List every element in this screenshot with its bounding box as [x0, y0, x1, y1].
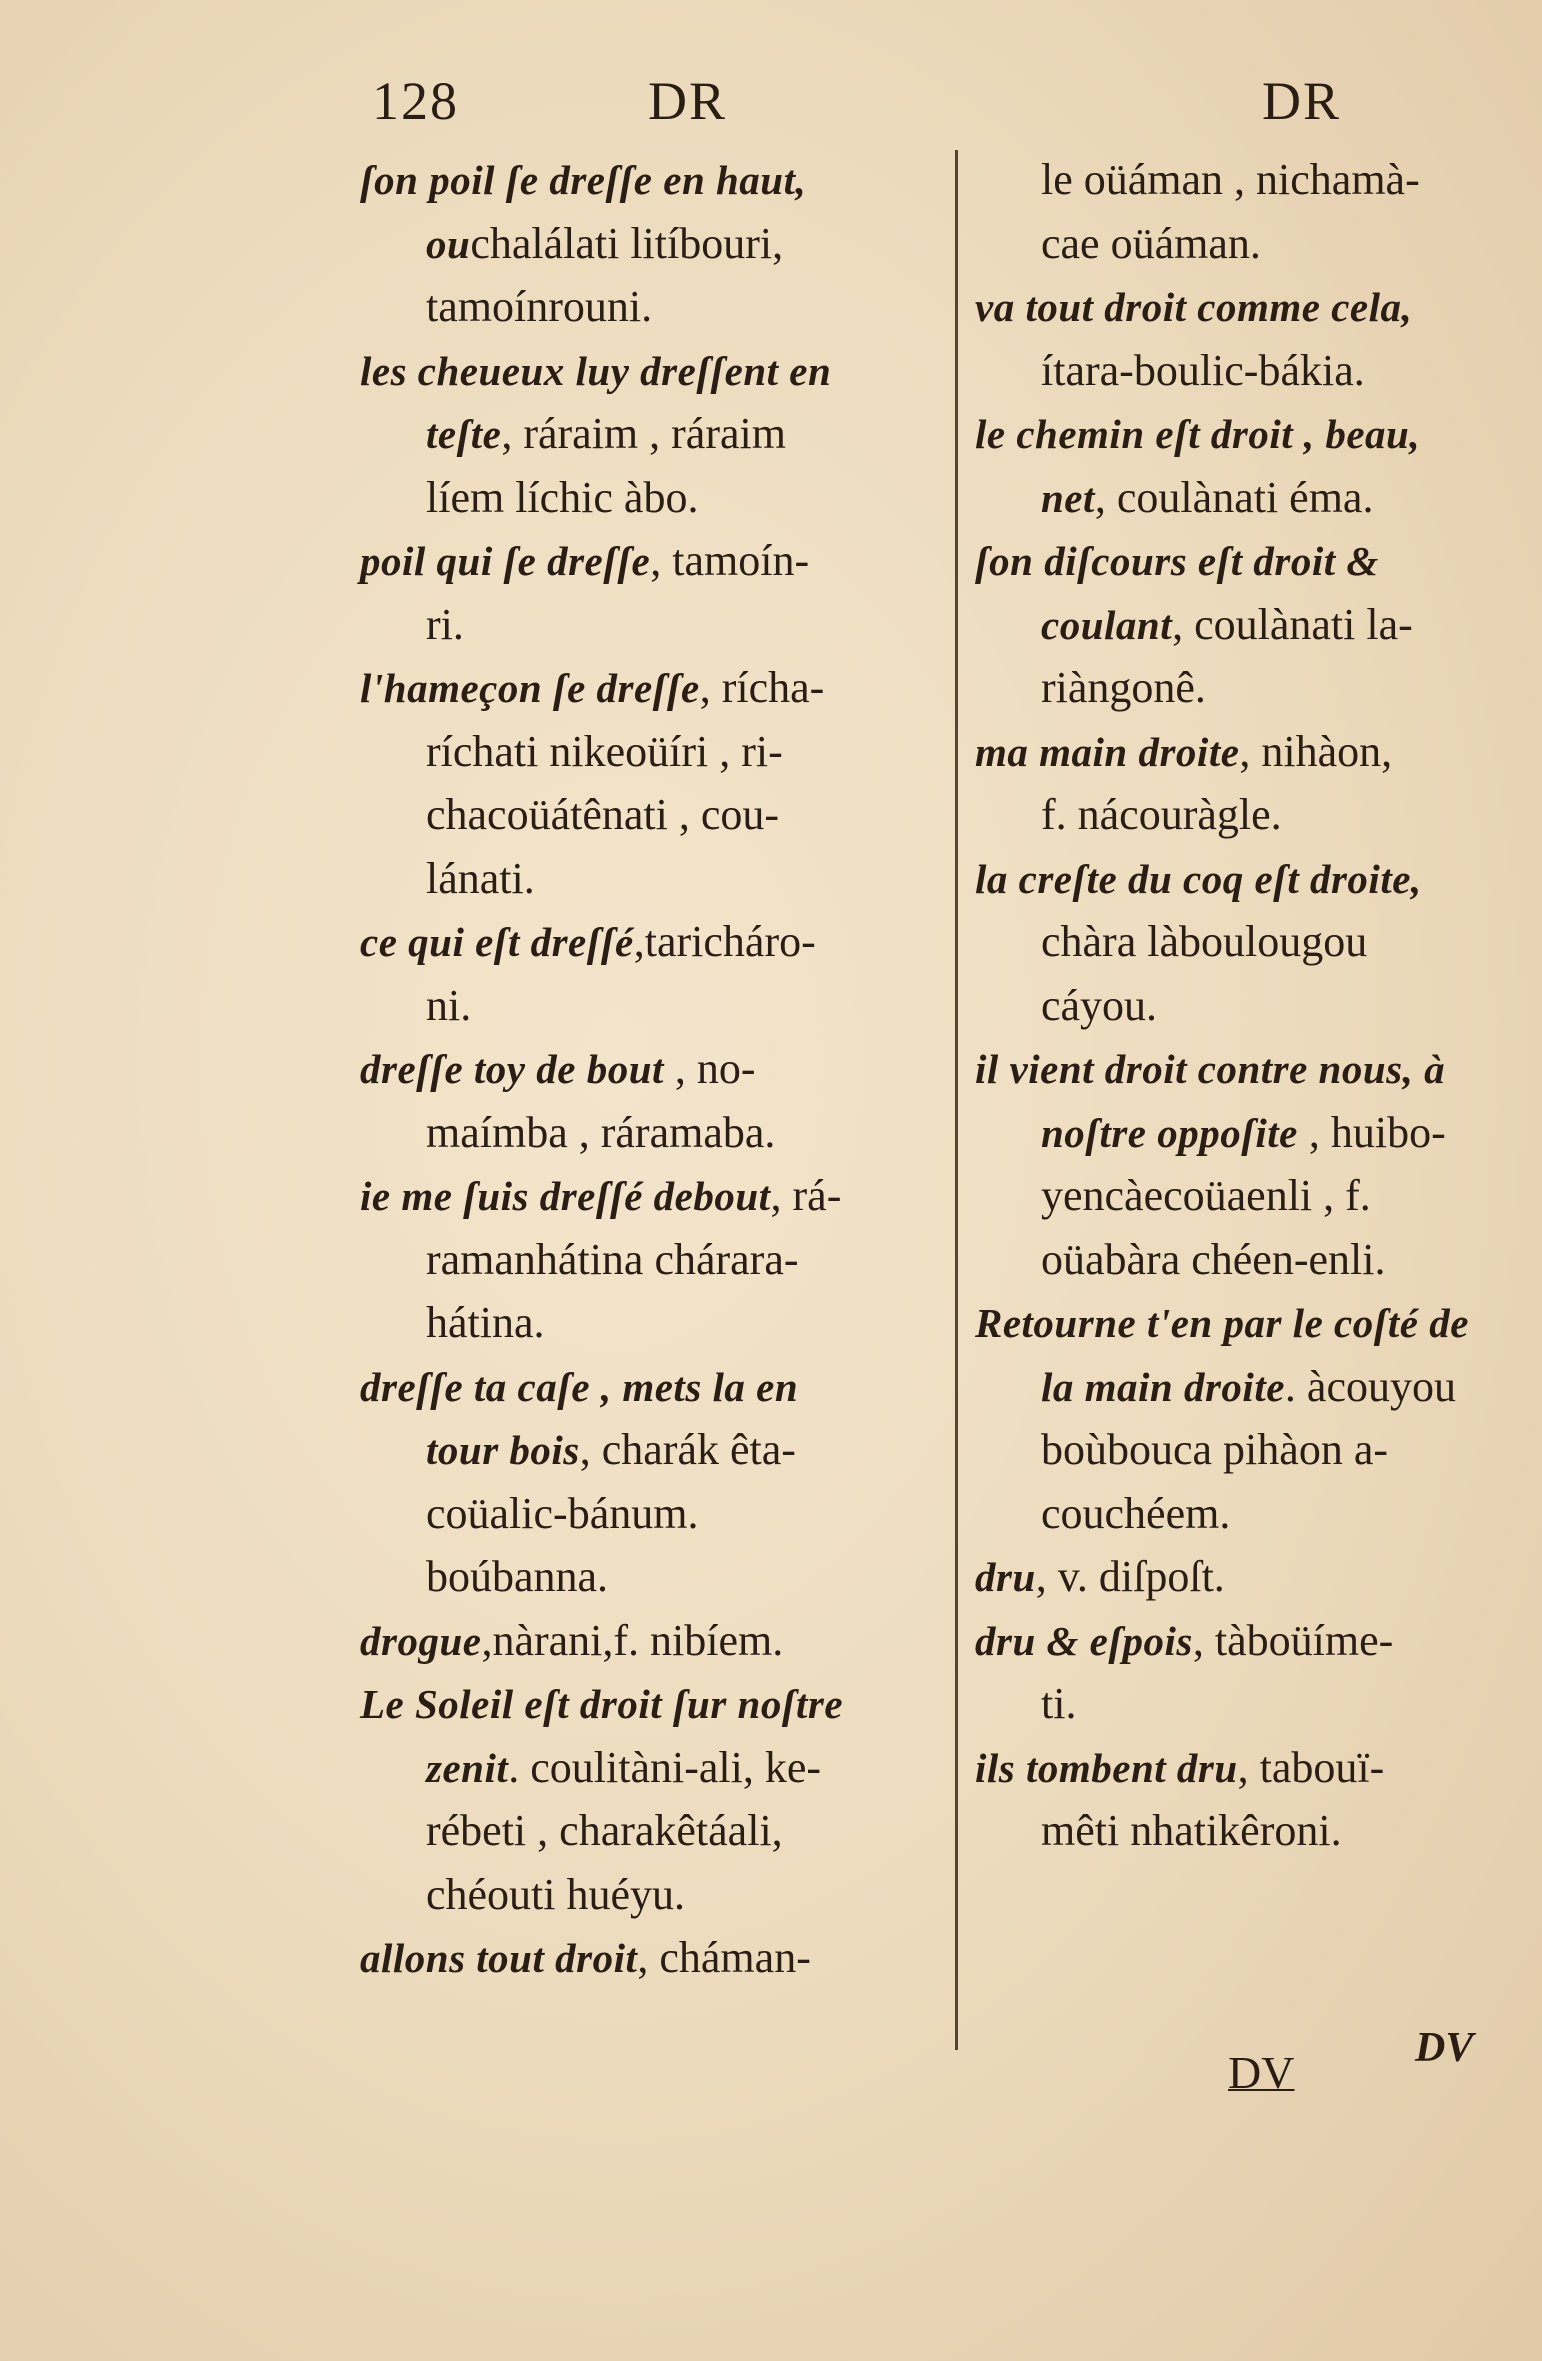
entry-line: [360, 1418, 930, 1482]
entry-line: [360, 1926, 930, 1990]
carib-text: yencàecoüaenli , f.: [1041, 1171, 1371, 1220]
entry-line: [360, 1799, 930, 1863]
entry-line: [975, 1482, 1515, 1546]
running-head-right: DR: [1262, 71, 1342, 131]
entry-line: [360, 593, 930, 657]
french-headword: Retourne t'en par le coſté de: [975, 1300, 1469, 1346]
entry-line: [360, 1101, 930, 1165]
french-headword: ſon poil ſe dreſſe en haut,: [360, 157, 807, 203]
french-headword: va tout droit comme cela,: [975, 284, 1413, 330]
entry-line: [975, 974, 1515, 1038]
entry-line: [360, 1037, 930, 1101]
carib-text: chéouti huéyu.: [426, 1869, 686, 1919]
carib-text: rébeti , charakêtáali,: [426, 1806, 783, 1855]
carib-text: , nihàon,: [1239, 726, 1393, 776]
entry-line: [975, 275, 1515, 339]
carib-text: mêti nhatikêroni.: [1041, 1806, 1342, 1855]
entry-line: [360, 910, 930, 974]
carib-text: , cháman-: [637, 1933, 811, 1982]
carib-text: , charák êta-: [579, 1425, 796, 1474]
french-headword: le chemin eſt droit , beau,: [975, 411, 1421, 457]
carib-text: , coulànati éma.: [1094, 472, 1374, 522]
entry-line: [975, 593, 1515, 657]
entry-line: [360, 1672, 930, 1736]
french-headword: poil qui ſe dreſſe: [360, 538, 651, 584]
carib-text: , tabouï-: [1237, 1742, 1385, 1792]
entry-line: [360, 529, 930, 593]
carib-text: f. nácouràgle.: [1041, 790, 1282, 839]
carib-text: couchéem.: [1041, 1488, 1231, 1538]
carib-text: líem líchic àbo.: [426, 472, 699, 522]
carib-text: , coulànati la-: [1172, 599, 1413, 649]
french-headword: ils tombent dru: [975, 1744, 1238, 1791]
carib-text: chacoüátênati , cou-: [426, 790, 780, 839]
french-headword: ou: [426, 220, 471, 267]
carib-text: chalálati litíbouri,: [470, 218, 784, 268]
entry-line: [975, 529, 1515, 593]
entry-line: [975, 1101, 1515, 1165]
page-number: 128: [372, 71, 459, 131]
carib-text: tamoínrouni.: [426, 282, 653, 331]
carib-text: hátina.: [426, 1298, 545, 1347]
entry-line: [360, 339, 930, 403]
entry-line: [360, 402, 930, 466]
left-column: [360, 148, 930, 1990]
french-headword: allons tout droit: [360, 1935, 638, 1981]
carib-text: , tamoín-: [650, 536, 810, 585]
entry-line: [360, 212, 930, 276]
carib-text: maímba , ráramaba.: [426, 1107, 776, 1157]
carib-text: oüabàra chéen-enli.: [1041, 1234, 1386, 1284]
entry-line: [360, 783, 930, 847]
french-headword: la main droite: [1041, 1363, 1285, 1410]
entry-line: [975, 1545, 1515, 1609]
carib-text: , huibo-: [1297, 1107, 1446, 1157]
entry-line: [975, 1609, 1515, 1673]
carib-text: ti.: [1041, 1679, 1077, 1728]
right-column: [975, 148, 1515, 1863]
carib-text: ri.: [426, 599, 464, 649]
french-headword: il vient droit contre nous, à: [975, 1046, 1446, 1092]
carib-text: . coulitàni-ali, ke-: [508, 1742, 822, 1792]
french-headword: net: [1041, 474, 1095, 521]
carib-text: ,taricháro-: [633, 917, 816, 966]
french-headword: dru: [975, 1554, 1036, 1600]
french-headword: la creſte du coq eſt droite,: [975, 855, 1422, 902]
carib-text: ríchati nikeoüíri , ri-: [426, 726, 783, 776]
entry-line: [975, 910, 1515, 974]
entry-line: [360, 720, 930, 784]
french-headword: drogue: [360, 1617, 482, 1664]
entry-line: [360, 974, 930, 1038]
french-headword: dru & eſpois: [975, 1617, 1193, 1664]
french-headword: l'hameçon ſe dreſſe: [360, 665, 700, 711]
entry-line: [975, 466, 1515, 530]
entry-line: [360, 847, 930, 911]
french-headword: les cheueux luy dreſſent en: [360, 347, 832, 394]
entry-line: [360, 1545, 930, 1609]
french-headword: ſon diſcours eſt droit &: [975, 538, 1379, 584]
entry-line: [975, 1736, 1515, 1800]
carib-text: , rá-: [770, 1171, 842, 1220]
entry-line: [975, 656, 1515, 720]
carib-text: chàra làboulougou: [1041, 917, 1368, 966]
entry-line: [975, 1291, 1515, 1355]
french-headword: Le Soleil eſt droit ſur noſtre: [360, 1681, 844, 1727]
entry-line: [975, 1672, 1515, 1736]
carib-text: , tàboüíme-: [1192, 1615, 1394, 1665]
entry-line: [360, 275, 930, 339]
entry-line: [975, 847, 1515, 911]
carib-text: , ráraim , ráraim: [501, 409, 786, 458]
french-headword: tour bois: [426, 1427, 580, 1473]
entry-line: [975, 1418, 1515, 1482]
corner-mark: DV: [1415, 2025, 1474, 2071]
carib-text: ramanhátina chárara-: [426, 1234, 799, 1284]
carib-text: le oüáman , nichamà-: [1041, 155, 1420, 204]
entry-line: [975, 1228, 1515, 1292]
entry-line: [975, 212, 1515, 276]
entry-line: [360, 1482, 930, 1546]
entry-line: [975, 1799, 1515, 1863]
carib-text: , rícha-: [699, 663, 825, 712]
entry-line: [360, 1228, 930, 1292]
column-rule: [955, 150, 958, 2050]
carib-text: , v. diſpoſt.: [1035, 1552, 1225, 1601]
french-headword: noſtre oppoſite: [1041, 1109, 1298, 1156]
carib-text: ni.: [426, 980, 472, 1030]
french-headword: ma main droite: [975, 728, 1240, 775]
entry-line: [360, 1164, 930, 1228]
carib-text: ítara-boulic-bákia.: [1041, 345, 1365, 395]
entry-line: [360, 1609, 930, 1673]
entry-line: [975, 720, 1515, 784]
running-head-left: DR: [648, 71, 728, 131]
french-headword: ie me ſuis dreſſé debout: [360, 1173, 771, 1219]
catchword: DV: [1228, 2047, 1295, 2098]
carib-text: , no-: [663, 1044, 756, 1093]
carib-text: . àcouyou: [1284, 1361, 1456, 1411]
entry-line: [975, 402, 1515, 466]
carib-text: riàngonê.: [1041, 663, 1206, 712]
entry-line: [360, 148, 930, 212]
french-headword: coulant: [1041, 601, 1173, 648]
carib-text: cae oüáman.: [1041, 218, 1261, 268]
entry-line: [975, 148, 1515, 212]
carib-text: cáyou.: [1041, 980, 1158, 1030]
entry-line: [360, 466, 930, 530]
entry-line: [975, 1037, 1515, 1101]
entry-line: [360, 1863, 930, 1927]
entry-line: [975, 783, 1515, 847]
french-headword: ce qui eſt dreſſé: [360, 919, 634, 965]
entry-line: [360, 1291, 930, 1355]
entry-line: [975, 339, 1515, 403]
carib-text: coüalic-bánum.: [426, 1488, 699, 1538]
entry-line: [360, 1355, 930, 1419]
carib-text: boúbanna.: [426, 1552, 609, 1601]
entry-line: [360, 656, 930, 720]
french-headword: dreſſe ta caſe , mets la en: [360, 1363, 799, 1410]
carib-text: ,nàrani,f. nibíem.: [481, 1615, 784, 1665]
french-headword: zenit: [426, 1744, 509, 1791]
entry-line: [975, 1164, 1515, 1228]
entry-line: [975, 1355, 1515, 1419]
french-headword: dreſſe toy de bout: [360, 1046, 664, 1092]
carib-text: boùbouca pihàon a-: [1041, 1425, 1388, 1474]
entry-line: [360, 1736, 930, 1800]
carib-text: lánati.: [426, 853, 535, 903]
french-headword: teſte: [426, 411, 502, 457]
